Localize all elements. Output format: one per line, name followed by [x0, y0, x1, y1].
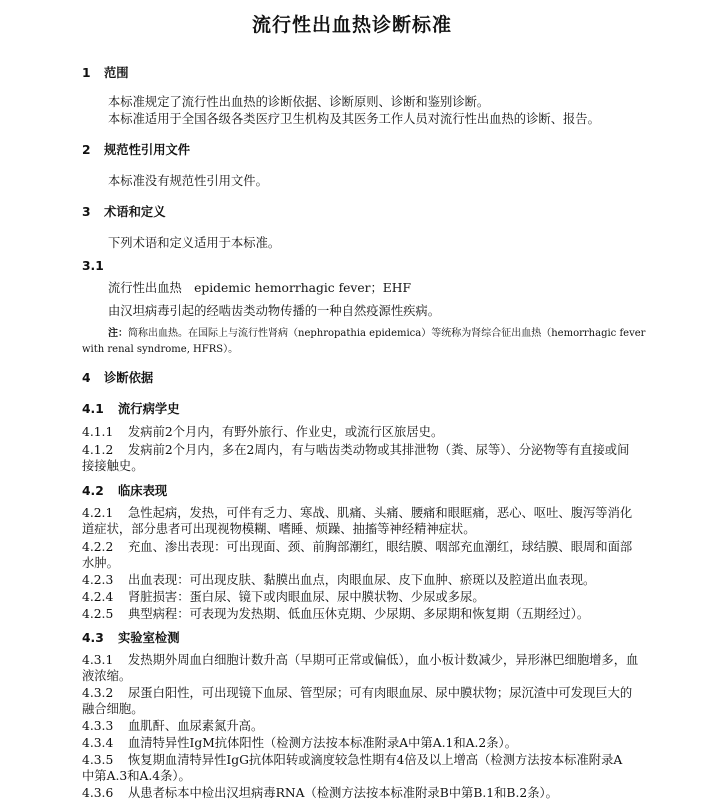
- subsection-heading: 4.3 实验室检测: [82, 631, 180, 645]
- clause: 4.3.3 血肌酐、血尿素氮升高。: [82, 719, 264, 733]
- term-definition: 由汉坦病毒引起的经啮齿类动物传播的一种自然疫源性疾病。: [108, 304, 441, 318]
- paragraph: 本标准适用于全国各级各类医疗卫生机构及其医务工作人员对流行性出血热的诊断、报告。: [108, 112, 600, 126]
- section-heading: 1 范围: [82, 66, 129, 80]
- section-heading: 2 规范性引用文件: [82, 143, 191, 157]
- clause: 4.2.3 出血表现：可出现皮肤、黏膜出血点，肉眼血尿、皮下血肿、瘀斑以及腔道出血表现。: [82, 573, 596, 587]
- section-heading: 4 诊断依据: [82, 371, 154, 385]
- clause-continued: 液浓缩。: [82, 669, 132, 683]
- subsection-heading: 4.1 流行病学史: [82, 402, 180, 416]
- clause-continued: 融合细胞。: [82, 702, 144, 716]
- clause-continued: 接接触史。: [82, 459, 144, 473]
- paragraph: 下列术语和定义适用于本标准。: [108, 236, 281, 250]
- clause: 4.1.2 发病前2个月内，多在2周内，有与啮齿类动物或其排泄物（粪、尿等）、分泌物等有直接或间: [82, 443, 630, 457]
- paragraph: 本标准没有规范性引用文件。: [108, 174, 268, 188]
- clause: 4.3.4 血清特异性IgM抗体阳性（检测方法按本标准附录A中第A.1和A.2条）。: [82, 736, 517, 750]
- document-title: 流行性出血热诊断标准: [251, 14, 452, 36]
- clause: 4.3.5 恢复期血清特异性IgG抗体阳转或滴度较急性期有4倍及以上增高（检测方法按本标准附录A: [82, 753, 623, 767]
- clause-continued: 道症状，部分患者可出现视物模糊、嗜睡、烦躁、抽搐等神经精神症状。: [82, 522, 476, 536]
- clause: 4.1.1 发病前2个月内，有野外旅行、作业史，或流行区旅居史。: [82, 425, 444, 439]
- term-note: 注：简称出血热。在国际上与流行性肾病（nephropathia epidemica）等统称为肾综合征出血热（hemorrhagic fever: [108, 328, 646, 339]
- term-name: 流行性出血热 epidemic hemorrhagic fever；EHF: [108, 281, 412, 295]
- clause: 4.2.5 典型病程：可表现为发热期、低血压休克期、少尿期、多尿期和恢复期（五期经过）。: [82, 607, 590, 621]
- subsection-heading: 4.2 临床表现: [82, 484, 168, 498]
- clause: 4.2.1 急性起病，发热，可伴有乏力、寒战、肌痛、头痛、腰痛和眼眶痛，恶心、呕吐、腹泻等消化: [82, 506, 633, 520]
- clause-continued: 水肿。: [82, 556, 119, 570]
- section-heading: 3 术语和定义: [82, 205, 166, 219]
- clause-continued: 中第A.3和A.4条）。: [82, 769, 191, 783]
- term-note-continued: with renal syndrome, HFRS）。: [82, 344, 239, 355]
- paragraph: 本标准规定了流行性出血热的诊断依据、诊断原则、诊断和鉴别诊断。: [108, 95, 490, 109]
- clause: 4.2.2 充血、渗出表现：可出现面、颈、前胸部潮红，眼结膜、咽部充血潮红，球结膜、眼周和面部: [82, 540, 633, 554]
- clause: 4.2.4 肾脏损害：蛋白尿、镜下或肉眼血尿、尿中膜状物、少尿或多尿。: [82, 590, 485, 604]
- clause: 4.3.1 发热期外周血白细胞计数升高（早期可正常或偏低），血小板计数减少，异形淋巴细胞增多，血: [82, 653, 639, 667]
- term-number: 3.1: [82, 259, 104, 273]
- clause: 4.3.2 尿蛋白阳性，可出现镜下血尿、管型尿；可有肉眼血尿、尿中膜状物；尿沉渣中可发现巨大的: [82, 686, 633, 700]
- clause: 4.3.6 从患者标本中检出汉坦病毒RNA（检测方法按本标准附录B中第B.1和B.2条）。: [82, 786, 558, 800]
